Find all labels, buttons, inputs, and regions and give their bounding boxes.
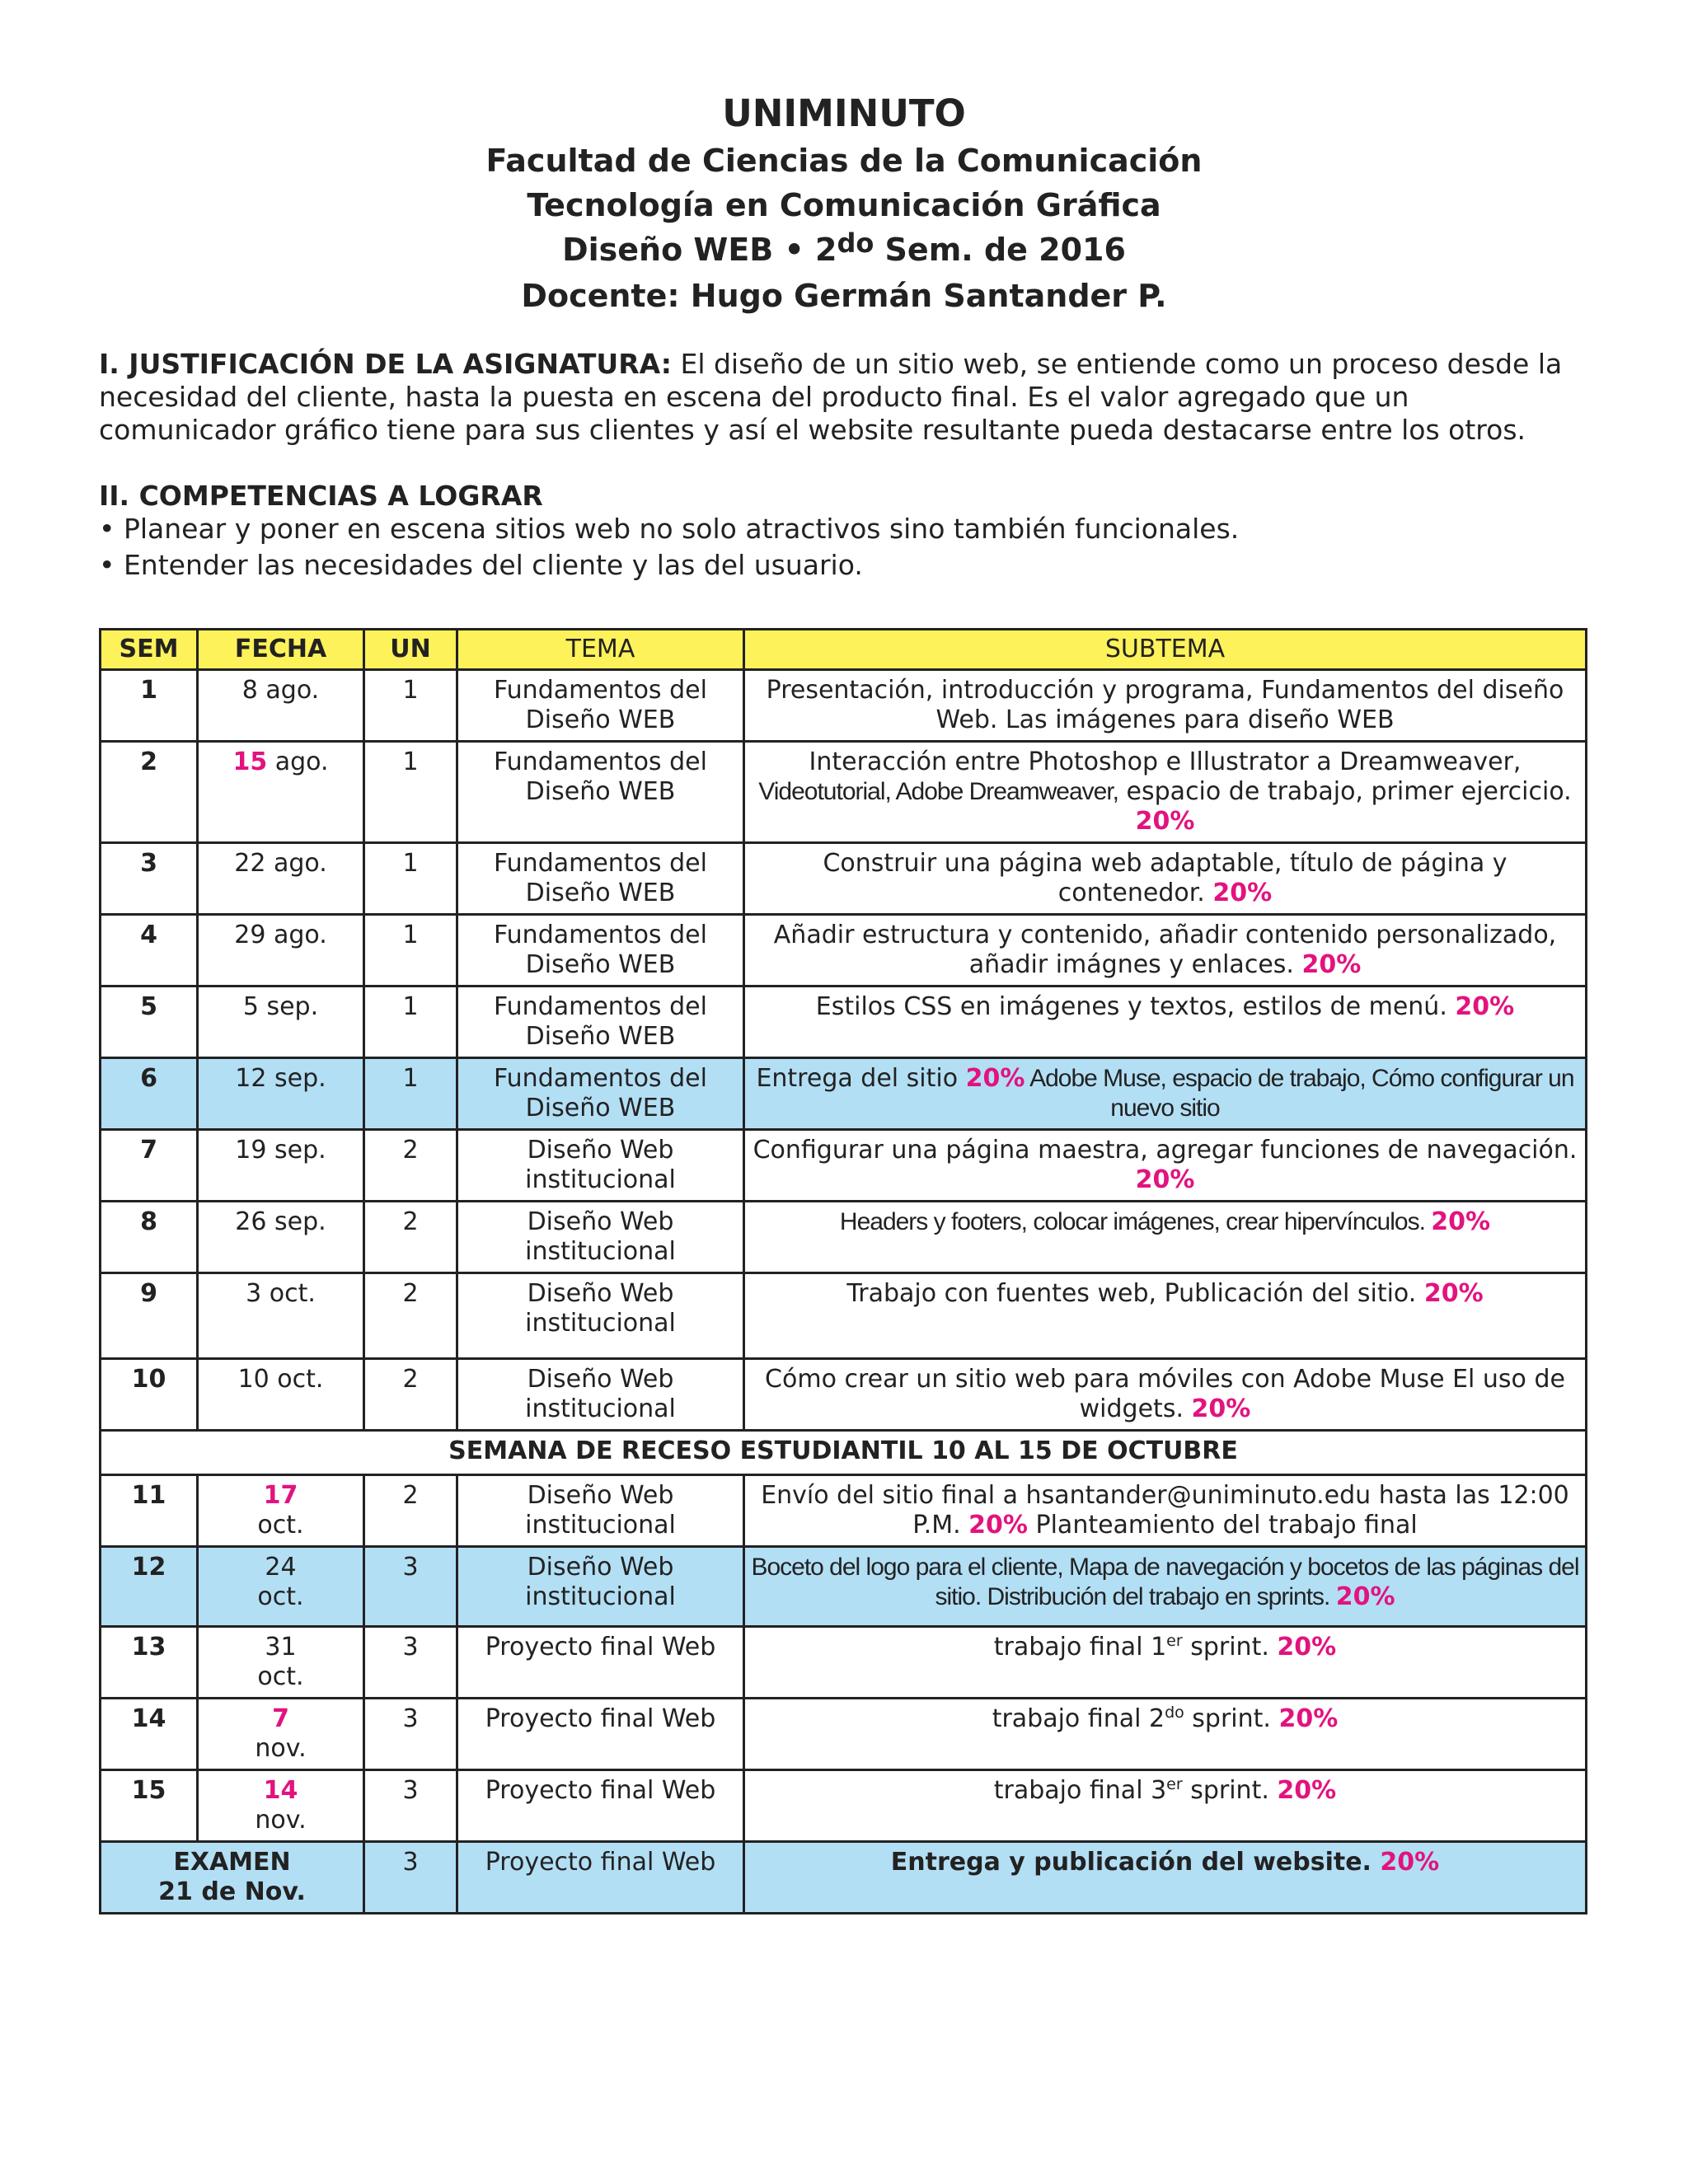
cell-fecha: 10 oct.	[198, 1359, 364, 1431]
competency-item: • Entender las necesidades del cliente y las del usuario.	[99, 549, 863, 581]
percent-badge: 20%	[1277, 1776, 1337, 1805]
justification-heading: I. JUSTIFICACIÓN DE LA ASIGNATURA:	[99, 348, 672, 380]
percent-badge: 20%	[1455, 992, 1515, 1021]
course-prefix: Diseño WEB • 2	[562, 232, 837, 268]
table-row	[101, 987, 1587, 1058]
cell-fecha: 26 sep.	[198, 1202, 364, 1273]
cell-subtema	[744, 1130, 1587, 1202]
cell-subtema	[744, 915, 1587, 987]
subtema-part: Videotutorial, Adobe Dreamweaver,	[758, 778, 1119, 805]
subtema-text: Trabajo con fuentes web, Publicación del sitio.	[846, 1279, 1424, 1308]
header-fecha: FECHA	[198, 630, 364, 670]
subtema-text: Headers y footers, colocar imágenes, crear hipervínculos.	[839, 1208, 1432, 1235]
cell-un: 2	[364, 1359, 457, 1431]
cell-tema: Proyecto final Web	[457, 1627, 744, 1699]
cell-fecha: 29 ago.	[198, 915, 364, 987]
cell-tema: Proyecto final Web	[457, 1842, 744, 1914]
cell-fecha	[198, 742, 364, 843]
subtema-part: trabajo final 3	[993, 1776, 1167, 1805]
cell-sem: 5	[101, 987, 198, 1058]
fecha-rest: nov.	[255, 1734, 307, 1763]
cell-sem: 15	[101, 1770, 198, 1842]
ordinal-sup: er	[1166, 1775, 1183, 1793]
percent-badge: 20%	[1191, 1394, 1251, 1423]
cell-un: 3	[364, 1699, 457, 1770]
cell-subtema: Presentación, introducción y programa, Fundamentos del diseño Web. Las imágenes para diseño WEB	[744, 670, 1587, 742]
exam-date: 21 de Nov.	[158, 1877, 306, 1906]
cell-un: 3	[364, 1770, 457, 1842]
cell-un: 3	[364, 1842, 457, 1914]
cell-subtema	[744, 742, 1587, 843]
percent-badge: 20%	[1278, 1704, 1339, 1733]
teacher-title: Docente: Hugo Germán Santander P.	[521, 278, 1167, 314]
subtema-part: espacio de trabajo, primer ejercicio.	[1118, 777, 1572, 806]
fecha-highlight: 7	[272, 1704, 289, 1733]
fecha-highlight: 15	[232, 748, 268, 776]
cell-sem: 9	[101, 1273, 198, 1359]
subtema-text: Estilos CSS en imágenes y textos, estilos de menú.	[815, 992, 1456, 1021]
course-suffix: Sem. de 2016	[874, 232, 1126, 268]
cell-exam	[101, 1842, 364, 1914]
cell-tema: Diseño Web institucional	[457, 1130, 744, 1202]
cell-un: 2	[364, 1475, 457, 1547]
header-sem: SEM	[101, 630, 198, 670]
justification-section	[99, 348, 1582, 447]
percent-badge: 20%	[1277, 1633, 1337, 1661]
cell-fecha: 8 ago.	[198, 670, 364, 742]
subtema-part: Entrega del sitio	[756, 1064, 966, 1093]
cell-tema: Fundamentos del Diseño WEB	[457, 1058, 744, 1130]
cell-subtema	[744, 1202, 1587, 1273]
subtema-part: sprint.	[1182, 1633, 1278, 1661]
competency-item: • Planear y poner en escena sitios web no solo atractivos sino también funcionales.	[99, 513, 1240, 545]
cell-fecha: 3 oct.	[198, 1273, 364, 1359]
fecha-highlight: 17	[263, 1481, 298, 1510]
cell-tema: Proyecto final Web	[457, 1699, 744, 1770]
percent-badge: 20%	[1431, 1207, 1491, 1236]
header-subtema: SUBTEMA	[744, 630, 1587, 670]
fecha-rest: oct.	[257, 1662, 304, 1691]
cell-fecha	[198, 1475, 364, 1547]
percent-badge: 20%	[1423, 1279, 1484, 1308]
course-sup: do	[837, 227, 874, 259]
cell-un: 1	[364, 987, 457, 1058]
cell-sem: 6	[101, 1058, 198, 1130]
cell-sem: 4	[101, 915, 198, 987]
recess-row	[101, 1431, 1587, 1475]
table-row-highlighted	[101, 1058, 1587, 1130]
cell-tema: Diseño Web institucional	[457, 1202, 744, 1273]
subtema-part: Planteamiento del trabajo final	[1027, 1511, 1418, 1540]
cell-un: 1	[364, 843, 457, 915]
fecha-rest: oct.	[257, 1582, 304, 1611]
subtema-text: Cómo crear un sitio web para móviles con Adobe Muse El uso de widgets.	[765, 1365, 1565, 1423]
table-row	[101, 742, 1587, 843]
cell-un: 3	[364, 1547, 457, 1627]
cell-sem: 14	[101, 1699, 198, 1770]
fecha-rest: ago.	[267, 748, 329, 776]
cell-un: 2	[364, 1273, 457, 1359]
faculty-title: Facultad de Ciencias de la Comunicación	[485, 143, 1203, 179]
cell-tema: Proyecto final Web	[457, 1770, 744, 1842]
cell-subtema	[744, 1359, 1587, 1431]
cell-subtema	[744, 1475, 1587, 1547]
ordinal-sup: do	[1165, 1704, 1184, 1722]
cell-subtema	[744, 1770, 1587, 1842]
table-row	[101, 843, 1587, 915]
percent-badge: 20%	[968, 1511, 1028, 1540]
cell-fecha	[198, 1547, 364, 1627]
table-row	[101, 1273, 1587, 1359]
cell-sem: 1	[101, 670, 198, 742]
subtema-text: Añadir estructura y contenido, añadir contenido personalizado, añadir imágnes y enlaces.	[773, 921, 1557, 979]
header-tema: TEMA	[457, 630, 744, 670]
cell-sem: 11	[101, 1475, 198, 1547]
cell-subtema	[744, 1627, 1587, 1699]
table-row	[101, 1699, 1587, 1770]
cell-tema: Fundamentos del Diseño WEB	[457, 915, 744, 987]
table-row	[101, 915, 1587, 987]
subtema-text: Entrega y publicación del website.	[890, 1848, 1381, 1877]
cell-fecha: 12 sep.	[198, 1058, 364, 1130]
subtema-part: sprint.	[1184, 1704, 1279, 1733]
cell-tema: Diseño Web institucional	[457, 1359, 744, 1431]
fecha-rest: oct.	[257, 1511, 304, 1540]
table-row	[101, 670, 1587, 742]
cell-subtema	[744, 1842, 1587, 1914]
cell-tema: Diseño Web institucional	[457, 1547, 744, 1627]
table-row	[101, 1130, 1587, 1202]
percent-badge: 20%	[1301, 950, 1362, 979]
subtema-part: trabajo final 2	[992, 1704, 1165, 1733]
fecha-rest: nov.	[255, 1806, 307, 1835]
percent-badge: 20%	[1135, 807, 1195, 836]
cell-tema: Fundamentos del Diseño WEB	[457, 742, 744, 843]
cell-tema: Diseño Web institucional	[457, 1475, 744, 1547]
fecha-num: 24	[265, 1553, 297, 1582]
subtema-text: Boceto del logo para el cliente, Mapa de navegación y bocetos de las páginas del sitio. Distribución del trabajo en sprints.	[751, 1554, 1579, 1610]
cell-fecha	[198, 1699, 364, 1770]
cell-subtema	[744, 987, 1587, 1058]
table-header-row	[101, 630, 1587, 670]
cell-tema: Fundamentos del Diseño WEB	[457, 843, 744, 915]
cell-fecha: 22 ago.	[198, 843, 364, 915]
cell-sem: 12	[101, 1547, 198, 1627]
cell-sem: 2	[101, 742, 198, 843]
percent-badge: 20%	[1335, 1582, 1395, 1611]
schedule-table	[99, 628, 1587, 1915]
percent-badge: 20%	[965, 1064, 1025, 1093]
cell-subtema	[744, 1058, 1587, 1130]
table-row	[101, 1770, 1587, 1842]
subtema-part: Envío del sitio final a hsantander@uniminuto.edu hasta las 12:00 P.M.	[761, 1481, 1569, 1540]
cell-un: 1	[364, 915, 457, 987]
fecha-highlight: 14	[263, 1776, 298, 1805]
subtema-part: sprint.	[1182, 1776, 1278, 1805]
cell-sem: 10	[101, 1359, 198, 1431]
cell-sem: 3	[101, 843, 198, 915]
subtema-part: Interacción entre Photoshop e Illustrator a Dreamweaver,	[809, 748, 1522, 776]
cell-un: 2	[364, 1130, 457, 1202]
institution-title: UNIMINUTO	[722, 91, 966, 135]
table-row	[101, 1359, 1587, 1431]
cell-subtema	[744, 1699, 1587, 1770]
cell-un: 1	[364, 742, 457, 843]
cell-sem: 7	[101, 1130, 198, 1202]
competencies-heading: II. COMPETENCIAS A LOGRAR	[99, 480, 543, 512]
cell-sem: 13	[101, 1627, 198, 1699]
competencies-section	[99, 480, 1582, 582]
cell-fecha	[198, 1770, 364, 1842]
cell-fecha: 5 sep.	[198, 987, 364, 1058]
cell-subtema	[744, 1273, 1587, 1359]
document-header	[0, 89, 1688, 318]
exam-row	[101, 1842, 1587, 1914]
cell-tema: Fundamentos del Diseño WEB	[457, 987, 744, 1058]
subtema-part: Adobe Muse, espacio de trabajo, Cómo configurar un nuevo sitio	[1025, 1065, 1574, 1122]
percent-badge: 20%	[1380, 1848, 1440, 1877]
cell-subtema	[744, 1547, 1587, 1627]
cell-un: 3	[364, 1627, 457, 1699]
table-row	[101, 1475, 1587, 1547]
ordinal-sup: er	[1166, 1632, 1183, 1650]
cell-subtema	[744, 843, 1587, 915]
cell-un: 2	[364, 1202, 457, 1273]
subtema-text: Construir una página web adaptable, título de página y contenedor.	[823, 849, 1507, 907]
justification-text: El diseño de un sitio web, se entiende como un proceso desde la necesidad del cliente, hasta la puesta en escena del producto final. Es el valor agregado que un comunicador gráfico tiene para sus clientes y así el website resultante pueda destacarse entre los otros.	[99, 348, 1563, 446]
table-row	[101, 1627, 1587, 1699]
exam-label: EXAMEN	[173, 1848, 291, 1877]
percent-badge: 20%	[1135, 1165, 1195, 1194]
program-title: Tecnología en Comunicación Gráfica	[527, 187, 1161, 223]
cell-tema: Diseño Web institucional	[457, 1273, 744, 1359]
subtema-part: trabajo final 1	[993, 1633, 1167, 1661]
header-un: UN	[364, 630, 457, 670]
fecha-num: 31	[265, 1633, 297, 1661]
cell-sem: 8	[101, 1202, 198, 1273]
table-row-highlighted	[101, 1547, 1587, 1627]
cell-fecha	[198, 1627, 364, 1699]
cell-tema: Fundamentos del Diseño WEB	[457, 670, 744, 742]
percent-badge: 20%	[1212, 879, 1273, 907]
cell-un: 1	[364, 1058, 457, 1130]
course-title	[0, 227, 1688, 274]
recess-notice: SEMANA DE RECESO ESTUDIANTIL 10 AL 15 DE OCTUBRE	[101, 1431, 1587, 1475]
subtema-text: Configurar una página maestra, agregar funciones de navegación.	[753, 1136, 1578, 1165]
cell-un: 1	[364, 670, 457, 742]
table-row	[101, 1202, 1587, 1273]
cell-fecha: 19 sep.	[198, 1130, 364, 1202]
